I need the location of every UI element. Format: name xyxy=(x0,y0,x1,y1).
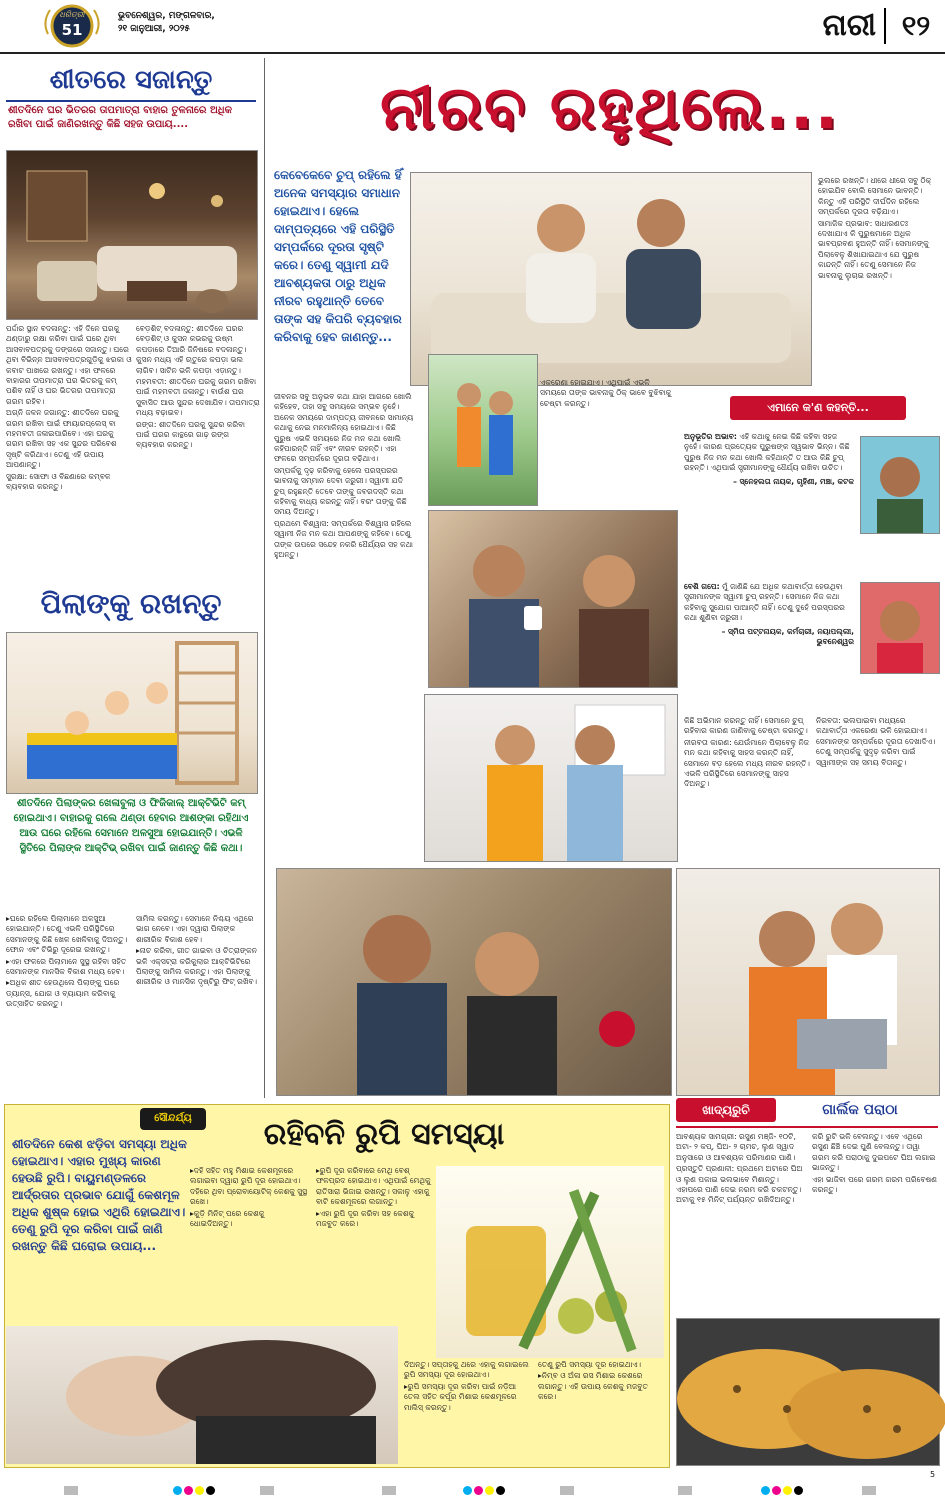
food-col1 xyxy=(676,1132,806,1312)
amla-oil-photo xyxy=(436,1166,664,1358)
expert-2-photo xyxy=(860,582,940,674)
gray-bar-6 xyxy=(860,1480,878,1499)
home-decor-para: ଅଗ୍ନି ଜଳନ ଜଗାନ୍ତୁ: ଶୀତଦିନେ ଘରକୁ ଗରମ ରଖିବା ପାଇଁ ଫାୟାରପ୍ଲେସ୍ ବା ମହମବତୀ ଜଳାଇପାରିବେ। ଏହା ଘରକୁ ଗରମ ରଖିବା ସହ ଏକ ସୁନ୍ଦର ପରିବେଶ ସୃଷ୍ଟି କରିଥାଏ। ତେଣୁ ଏହି ଉପାୟ ଆପଣାନ୍ତୁ। xyxy=(6,408,119,470)
gray-bar-3 xyxy=(380,1480,398,1499)
beauty-para: ▸କୁଡ଼ି ମିନିଟ୍ ପରେ କେଶକୁ ଧୋଇଦିଅନ୍ତୁ। xyxy=(190,1208,265,1229)
main-para: ନୀରବତା କାରଣ: ଯେଉଁମାନେ ପିଲାବେଳୁ ନିଜ ମନ କଥା କହିବାକୁ ସାହସ କରନ୍ତି ନାହିଁ, ସେମାନେ ବଡ଼ ହେଲେ ମଧ୍ୟ ନୀରବ ରହନ୍ତି। ଏଭଳି ପରିସ୍ଥିତିରେ ସେମାନଙ୍କୁ ସାହସ ଦିଅନ୍ତୁ। xyxy=(684,737,810,789)
gray-bar-5 xyxy=(676,1480,694,1499)
home-decor-heading: ଶୀତରେ ସଜାନ୍ତୁ xyxy=(6,60,256,102)
kids-para: ▸ଅଧିକ ଶୀତ ହେଉଥିଲେ ପିଲାଙ୍କୁ ଘରେ ଡ୍ୟାନ୍ସ, ଯୋଗ ଓ ବ୍ୟାୟାମ କରିବାକୁ ଉତ୍ସାହିତ କରନ୍ତୁ। xyxy=(6,978,120,1009)
expert-1-photo xyxy=(860,436,940,534)
main-lead: କେବେକେବେ ଚୁପ୍ ରହିଲେ ହିଁ ଅନେକ ସମସ୍ୟାର ସମାଧାନ ହୋଇଥାଏ। ହେଲେ ଦାମ୍ପତ୍ୟରେ ଏହି ପରିସ୍ଥିତି ସମ୍ପର୍କରେ ଦୂରତା ସୃଷ୍ଟି କରେ। ତେଣୁ ସ୍ୱାମୀ ଯଦି ଆବଶ୍ୟକତା ଠାରୁ ଅଧିକ ନୀରବ ରହୁଥାନ୍ତି ତେବେ ତାଙ୍କ ସହ କିପରି ବ୍ୟବହାର କରିବାକୁ ହେବ ଜାଣନ୍ତୁ... xyxy=(274,168,402,344)
left-column-divider xyxy=(264,58,265,1098)
beauty-para: ▸ଏହା ରୁପି ଦୂର କରିବା ସହ କେଶକୁ ମଜବୁତ କରେ। xyxy=(316,1208,415,1229)
beauty-heading: ରହିବନି ରୁପି ସମସ୍ୟା xyxy=(263,1117,505,1152)
cmyk-marks-1 xyxy=(172,1480,216,1499)
food-tag: ଖାଦ୍ୟରୁଚି xyxy=(676,1098,776,1122)
food-para: କରି ରୁଟି ଭଳି ବେଲନ୍ତୁ। ଏବେ ଏଥିରେ ରସୁଣ ଛିଞ୍ଚି ଦେଇ ପୁଣି ବେଲନ୍ତୁ। ତାୱା ଗରମ କରି ପରାଠାକୁ ଦୁଇପଟେ ଘିଅ ଲଗାଇ ଭାଜନ୍ତୁ। xyxy=(812,1132,936,1173)
main-body-col1b xyxy=(540,378,676,504)
beauty-para: ତେଣୁ ରୁପି ସମସ୍ୟା ଦୂର ହୋଇଥାଏ। xyxy=(538,1360,642,1369)
anniversary-logo xyxy=(40,4,104,48)
expert-quote-1-author: – ସ୍ନେହଲତା ନାୟକ, ଗୃହିଣୀ, ମଞ୍ଚା, କଟକ xyxy=(733,476,854,486)
main-headline: ନୀରବ ରହୁଥିଲେ... xyxy=(380,73,840,143)
food-para: ପ୍ରସ୍ତୁତି ପ୍ରଣାଳୀ: ପ୍ରଥମେ ଅଟାରେ ଘିଅ ଓ ଲୁଣ ପକାଇ ଭଲଭାବେ ମିଶାନ୍ତୁ। ଏହାପରେ ପାଣି ଦେଇ ନରମ କରି ଚକଟନ୍ତୁ। ଅଟାକୁ ୧୫ ମିନିଟ୍ ପର୍ଯ୍ୟନ୍ତ ରଖିଦିଅନ୍ତୁ। xyxy=(676,1164,803,1205)
kids-para: ସାମିଲ କରନ୍ତୁ। ସେମାନେ ନିଶ୍ଚୟ ଏଥିରେ ଭାଗ ନେବେ। ଏହା ଦ୍ୱାରା ପିଲାଙ୍କ ଶାରୀରିକ ବିକାଶ ହେବ। xyxy=(136,914,254,944)
main-body-col1 xyxy=(274,392,414,862)
main-lower-col2 xyxy=(816,716,938,860)
gray-bar-2 xyxy=(258,1480,276,1499)
living-room-photo xyxy=(6,150,258,320)
food-para: ଆବଶ୍ୟକ ସାମଗ୍ରୀ: ରସୁଣ ମଞ୍ଜି- ୧୦ଟି, ଅଟା- ୨ କପ୍, ଘିଅ- ୨ ଚାମଚ, ଲୁଣ ସ୍ୱାଦ ଅନୁସାରେ ଓ ଆବଶ୍ୟକ ପରିମାଣର ପାଣି। xyxy=(676,1132,796,1162)
logo-text: ଧରିତ୍ରୀ xyxy=(59,10,85,19)
beauty-para: ▸ରୁପି ସମସ୍ୟା ଦୂର କରିବା ପାଇଁ ନଡ଼ିଆ ତେଲ ସହିତ କର୍ପୂର ମିଶାଇ କେଶମୂଳରେ ମାଲିସ୍ କରନ୍ତୁ। xyxy=(404,1381,517,1412)
couple-coffee-photo xyxy=(428,510,678,688)
logo-number: 51 xyxy=(61,21,83,39)
main-lower-col1 xyxy=(684,716,812,860)
expert-quote-1-text: ଏହି କଥାକୁ ନେଇ କିଛି କହିବା ସହଜ ନୁହେଁ। କାରଣ ପ୍ରତ୍ୟେକ ପୁରୁଷଙ୍କ ସ୍ୱଭାବ ଭିନ୍ନ। କିଛି ପୁରୁଷ ନିଜ ମନ କଥା ଖୋଲି କହିଥାନ୍ତି ତ ଆଉ କିଛି ଚୁପ୍ ରହନ୍ତି। ଏଥିପାଇଁ ସ୍ତ୍ରୀମାନଙ୍କୁ ଧୈର୍ଯ୍ୟ ରଖିବା ଉଚିତ। xyxy=(684,432,850,473)
cmyk-marks-3 xyxy=(760,1480,804,1499)
beauty-col2 xyxy=(316,1166,434,1316)
beauty-intro: ଶୀତଦିନେ କେଶ ଝଡ଼ିବା ସମସ୍ୟା ଅଧିକ ହୋଇଥାଏ। ଏହାର ମୁଖ୍ୟ କାରଣ ହେଉଛି ରୁପି। ବାୟୁମଣ୍ଡଳରେ ଆର୍ଦ୍ରତାର ପ୍ରଭାବ ଯୋଗୁଁ କେଶମୂଳ ଅଧିକ ଶୁଷ୍କ ହୋଇ ଏଥିରି ହୋଇଥାଏ। ତେଣୁ ରୁପି ଦୂର କରିବା ପାଇଁ ଜାଣି ରଖନ୍ତୁ କିଛି ଘରୋଇ ଉପାୟ... xyxy=(12,1137,187,1253)
main-para: ଜୀବନର ସବୁ ଅନୁଭବ କଥା ଯାହା ଆଗରେ ଖୋଲି କହିହେବ, ତାହା ସବୁ ସମୟରେ ସମ୍ଭବ ନୁହେଁ। ଅନେକ ସମୟରେ ଦାମ୍ପତ୍ୟ ଜୀବନରେ ସାମାନ୍ୟ କଥାକୁ ନେଇ ମନମାଳିନ୍ୟ ହୋଇଥାଏ। କିଛି ପୁରୁଷ ଏଭଳି ସମୟରେ ନିଜ ମନ କଥା ଖୋଲି କହିପାରନ୍ତି ନାହିଁ ଏବଂ ନୀରବ ରହନ୍ତି। ଏହା ଫଳରେ ସମ୍ପର୍କରେ ଦୂରତା ବଢ଼ିଥାଏ। xyxy=(274,392,414,464)
beauty-col1 xyxy=(190,1166,308,1316)
food-col2 xyxy=(812,1132,938,1312)
gray-bar-left xyxy=(62,1480,80,1499)
food-header xyxy=(676,1096,938,1128)
dateline xyxy=(118,10,318,36)
kids-para: ▸ଘରେ ରହିଲେ ପିଲାମାନେ ଅଳସୁଆ ହୋଇଯାନ୍ତି। ତେଣୁ ଏଭଳି ପରିସ୍ଥିତିରେ ସେମାନଙ୍କୁ କିଛି ଖେଳ ଖେଳିବାକୁ ଦିଅନ୍ତୁ। ଫୋନ ଏବଂ ଟିଭିରୁ ଦୂରେଇ ରଖନ୍ତୁ। xyxy=(6,914,128,955)
home-decor-para: ସୁରକ୍ଷା: ସୋଫା ଓ ବିଛଣାରେ କମ୍ବଳ ବ୍ୟବହାର କରନ୍ତୁ। xyxy=(6,471,111,492)
expert-tag xyxy=(730,396,906,420)
masthead xyxy=(0,0,945,54)
main-para: ନିରବତା: ଭଲପାଇବା ମଧ୍ୟରେ କଥାବାର୍ତ୍ତା ଏକରେଣା ଭଳି ହୋଇଯାଏ। ସେମାନଙ୍କ ସମ୍ପର୍କରେ ଦୂରତା ଦେଖାଦିଏ। ତେଣୁ ସମ୍ପର୍କକୁ ସୁଦୃଢ଼ କରିବା ପାଇଁ ସ୍ୱାମୀଙ୍କ ସହ ସମୟ ବିତାନ୍ତୁ। xyxy=(816,716,936,767)
main-para: କିଛି ଅଭିମାନ କରନ୍ତୁ ନାହିଁ। ସେମାନେ ଚୁପ୍ ରହିବାର କାରଣ ଜାଣିବାକୁ ଚେଷ୍ଟା କରନ୍ତୁ। xyxy=(684,716,808,736)
home-decor-para: ପର୍ଦ୍ଦାର ସ୍ଥାନ ବଦଳାନ୍ତୁ: ଏହି ଦିନେ ଘରକୁ ଥଣ୍ଡାରୁ ରକ୍ଷା କରିବା ପାଇଁ ଘରେ ଥିବା ଆସବାବପତ୍ରକୁ ଡଙ୍ଗରେ ସଜାନ୍ତୁ। ଘରେ ଥିବା ବିଭିନ୍ନ ଆସବାବପତ୍ରଗୁଡ଼ିକୁ ଝରକା ଓ କବାଟ ପାଖରେ ରଖନ୍ତୁ। ଏହା ଫଳରେ ବାହାରର ତାପମାତ୍ରା ଘର ଭିତରକୁ କମ୍ ପଶିବ ନାହିଁ ଓ ଘର ଭିତରର ତାପମାତ୍ରା ଗରମ ରହିବ। xyxy=(6,324,132,406)
kids-intro: ଶୀତଦିନେ ପିଲାଙ୍କର ଖେଳାବୁଲା ଓ ଫିଜିକାଲ୍ ଆକ୍ଟିଭିଟି କମ୍ ହୋଇଥାଏ। ବାହାରକୁ ଗଲେ ଥଣ୍ଡା ହେବାର ଆଶଙ୍କା ରହିଥାଏ ଆଉ ଘରେ ରହିଲେ ସେମାନେ ଅଳସୁଆ ହୋଇଯାନ୍ତି। ଏଭଳି ସ୍ଥିତିରେ ପିଲାଙ୍କ ଆକ୍ଟିଭ୍ ରଖିବା ପାଇଁ ଜାଣନ୍ତୁ କିଛି କଥା। xyxy=(13,798,249,854)
header-divider xyxy=(884,8,886,44)
couple-talking-photo xyxy=(424,694,678,862)
kids-heading: ପିଲାଙ୍କୁ ରଖନ୍ତୁ xyxy=(40,587,222,620)
page-mark: 5 xyxy=(930,1470,936,1479)
section-title: ନାରୀ xyxy=(822,8,876,43)
home-decor-col1 xyxy=(6,324,132,574)
expert-tag-label: ଏମାନେ କ'ଣ କହନ୍ତି... xyxy=(767,401,869,414)
page-number: ୧୨ xyxy=(901,9,931,42)
dateline-line2: ୨୧ ଜାନୁଆରୀ, ୨୦୨୫ xyxy=(118,24,190,34)
beauty-col4 xyxy=(538,1360,664,1464)
header-rule xyxy=(0,52,945,54)
beauty-tag: ସୌନ୍ଦର୍ଯ୍ୟ xyxy=(140,1108,206,1130)
main-para: ଭୁଲରେ ରଖନ୍ତି। ଧୀରେ ଧୀରେ ସବୁ ଠିକ୍ ହୋଇଯିବ ବୋଲି ସେମାନେ ଭାବନ୍ତି। କିନ୍ତୁ ଏହି ପରିସ୍ଥିତି ଦୀର୍ଘଦିନ ରହିଲେ ସମ୍ପର୍କରେ ଦୂରତା ବଢ଼ିଯାଏ। xyxy=(818,176,932,217)
hair-wash-photo xyxy=(6,1326,398,1464)
main-para: ସମ୍ପର୍କକୁ ଦୃଢ଼ କରିବାକୁ ହେଲେ ପରସ୍ପରର ଭାବନାକୁ ସମ୍ମାନ ଦେବା ଜରୁରୀ। ସ୍ୱାମୀ ଯଦି ଚୁପ୍ ରହୁଛନ୍ତି ତେବେ ତାଙ୍କୁ ଜବରଦସ୍ତି କଥା କହିବାକୁ ବାଧ୍ୟ କରନ୍ତୁ ନାହିଁ। ବରଂ ତାଙ୍କୁ କିଛି ସମୟ ଦିଅନ୍ତୁ। xyxy=(274,465,407,517)
main-body-col2 xyxy=(818,176,938,376)
main-para: ଏକରେଣା ହୋଇଯାଏ। ଏଥିପାଇଁ ଏଭଳି ସମୟରେ ତାଙ୍କ ଭାବନାକୁ ଠିକ୍ ଭାବେ ବୁଝିବାକୁ ଚେଷ୍ଟା କରନ୍ତୁ। xyxy=(540,378,672,408)
main-para: ପ୍ରଥମେ ବିଶ୍ୱାସ: ସମ୍ପର୍କରେ ବିଶ୍ୱାସ ରହିଲେ ସ୍ୱାମୀ ନିଜ ମନ କଥା ଆପଣଙ୍କୁ କହିବେ। ତେଣୁ ତାଙ୍କ ଉପରେ ସନ୍ଦେହ ନକରି ଧୈର୍ଯ୍ୟର ସହ କଥା ହୁଅନ୍ତୁ। xyxy=(274,518,413,560)
print-marks-bar xyxy=(0,1470,945,1497)
food-heading: ଗାର୍ଲିକ ପରାଠା xyxy=(822,1102,898,1118)
expert-quote-1-title: ଅନୁଭୂତିର ଅଭାବ: xyxy=(684,432,737,441)
beauty-col3 xyxy=(404,1360,532,1464)
beauty-para: ▸ଦହି ସହିତ ମହୁ ମିଶାଇ କେଶମୂଳରେ ଲଗାଇବା ଦ୍ୱାରା ରୁପି ଦୂର ହୋଇଥାଏ। ଦହିରେ ଥିବା ପ୍ରୋବାୟୋଟିକ୍ କେଶକୁ ସୁସ୍ଥ ରଖେ। xyxy=(190,1166,308,1207)
main-para: ସାମାଜିକ ପ୍ରଭାବ: ସାଧାରଣତଃ ଦେଖାଯାଏ କି ପୁରୁଷମାନେ ଅଧିକ ଭାବପ୍ରବଣ ହୁଅନ୍ତି ନାହିଁ। ସେମାନଙ୍କୁ ପିଲାବେଳୁ ଶିଖାଯାଇଥାଏ ଯେ ପୁରୁଷ କାନ୍ଦନ୍ତି ନାହିଁ। ତେଣୁ ସେମାନେ ନିଜ ଭାବନାକୁ ଲୁଚାଇ ରଖନ୍ତି। xyxy=(818,218,929,280)
family-park-photo xyxy=(428,354,538,506)
beauty-para: ଦିଅନ୍ତୁ। ସପ୍ତାହକୁ ଥରେ ଏହାକୁ ଲଗାଇଲେ ରୁପି ସମସ୍ୟା ଦୂର ହୋଇଥାଏ। xyxy=(404,1360,529,1380)
beauty-para: ▸ରୁପି ଦୂର କରିବାରେ ମେଥି ବେଶ୍ ଫଳପ୍ରଦ ହୋଇଥାଏ। ଏଥିପାଇଁ ମେଥିକୁ ରାତିସାରା ଭିଜାଇ ରଖନ୍ତୁ। ସକାଳୁ ଏହାକୁ ବାଟି କେଶମୂଳରେ ଲଗାନ୍ତୁ। xyxy=(316,1166,431,1207)
home-decor-para: ରଙ୍ଗ: ଶୀତଦିନେ ଘରକୁ ସୁନ୍ଦର କରିବା ପାଇଁ ଘରର କାନ୍ଥରେ ଗାଢ଼ ରଙ୍ଗ ବ୍ୟବହାର କରନ୍ତୁ। xyxy=(136,419,246,450)
kids-playing-photo xyxy=(6,632,258,794)
expert-quote-2-title: ବେଶି ଗପେ: xyxy=(684,582,720,591)
food-para: ଏହା ଭାଜିବା ପରେ ଗରମ ଗରମ ପରିବେଷଣ କରନ୍ତୁ। xyxy=(812,1174,937,1195)
kids-col1 xyxy=(6,914,130,1094)
home-decor-para: ବେଡ଼ଶିଟ୍ ବଦଳାନ୍ତୁ: ଶୀତଦିନେ ଘରର ବେଡ଼ଶିଟ୍ ଓ କୁସନ କଭରକୁ ଉଷ୍ମ କପଡ଼ାରେ ତିଆରି ଜିନିଷରେ ବଦଳାନ୍ତୁ। କୁସନ ମଧ୍ୟ ଏହି ଋତୁରେ କପଡ଼ା ଭଲ ଲାଗିବ। ସାଟିନ ଭଳି କପଡ଼ା ଏଡ଼ାନ୍ତୁ। xyxy=(136,324,247,375)
gray-bar-4 xyxy=(558,1480,576,1499)
kids-para: ▸ନାଚ କରିବା, ଗୀତ ଗାଇବା ଓ ଚିତ୍ରାଙ୍କନ ଭଳି ଏକ୍ସଟ୍ରା କରିକୁଲାର ଆକ୍ଟିଭିଟିରେ ପିଲାଙ୍କୁ ସାମିଲ କରନ୍ତୁ। ଏହା ପିଲାଙ୍କୁ ଶାରୀରିକ ଓ ମାନସିକ ଦୃଷ୍ଟିରୁ ଫିଟ୍ ରଖିବ। xyxy=(136,946,258,987)
expert-quote-2-text: ମୁଁ ଜାଣିଛି ଯେ ଅଧିକ କଥାବାର୍ତ୍ତା ହେଉଥିବା ସ୍ତ୍ରୀମାନଙ୍କ ସ୍ୱାମୀ ଚୁପ୍ ରହନ୍ତି। ସେମାନେ ନିଜ କଥା କହିବାକୁ ସୁଯୋଗ ପାଆନ୍ତି ନାହିଁ। ତେଣୁ ଦୁହେଁ ପରସ୍ପରର କଥା ଶୁଣିବା ଜରୁରୀ। xyxy=(684,582,845,623)
home-decor-para: ମହମବତୀ: ଶୀତଦିନେ ଘରକୁ ଗରମ ରଖିବା ପାଇଁ ମହମବତୀ ଜଳାନ୍ତୁ। ବାଉଁଶ ଘର ସୁବାସିତ ଆଉ ସୁନ୍ଦର ଦେଖାଯିବ। ତାପମାତ୍ରା ମଧ୍ୟ ବଢ଼ାଇବ। xyxy=(136,377,260,418)
garlic-paratha-photo xyxy=(676,1318,940,1466)
expert-quote-1 xyxy=(684,432,854,582)
couple-laptop-photo xyxy=(676,868,940,1096)
kids-col2 xyxy=(136,914,260,1094)
expert-quote-2 xyxy=(684,582,854,712)
home-decor-col2 xyxy=(136,324,260,574)
home-decor-intro: ଶୀତଦିନେ ଘର ଭିତରର ତାପମାତ୍ରା ବାହାର ତୁଳନାରେ ଅଧିକ ରଖିବା ପାଇଁ ଜାଣିରଖନ୍ତୁ କିଛି ସହଜ ଉପାୟ.... xyxy=(8,105,232,130)
dateline-line1: ଭୁବନେଶ୍ୱର, ମଙ୍ଗଳବାର, xyxy=(118,11,215,21)
couple-smiling-photo xyxy=(276,868,672,1096)
expert-quote-2-author: – ସ୍ମିତା ପଟ୍ଟନାୟକ, କର୍ମଚାରୀ, ନୟାପଲ୍ଲୀ, ଭୁବନେଶ୍ୱର xyxy=(721,626,854,647)
beauty-para: ▸ନିମ୍ବ ଓ ଅଁଳା ରସ ମିଶାଇ କେଶରେ ଲଗାନ୍ତୁ। ଏହି ଉପାୟ କେଶକୁ ମଜବୁତ କରେ। xyxy=(538,1371,648,1402)
kids-para: ▸ଏହା ଫଳରେ ପିଲାମାନେ ସୁସ୍ଥ ରହିବା ସହିତ ସେମାନଙ୍କ ମାନସିକ ବିକାଶ ମଧ୍ୟ ହେବ। xyxy=(6,956,127,977)
cmyk-marks-2 xyxy=(462,1480,506,1499)
